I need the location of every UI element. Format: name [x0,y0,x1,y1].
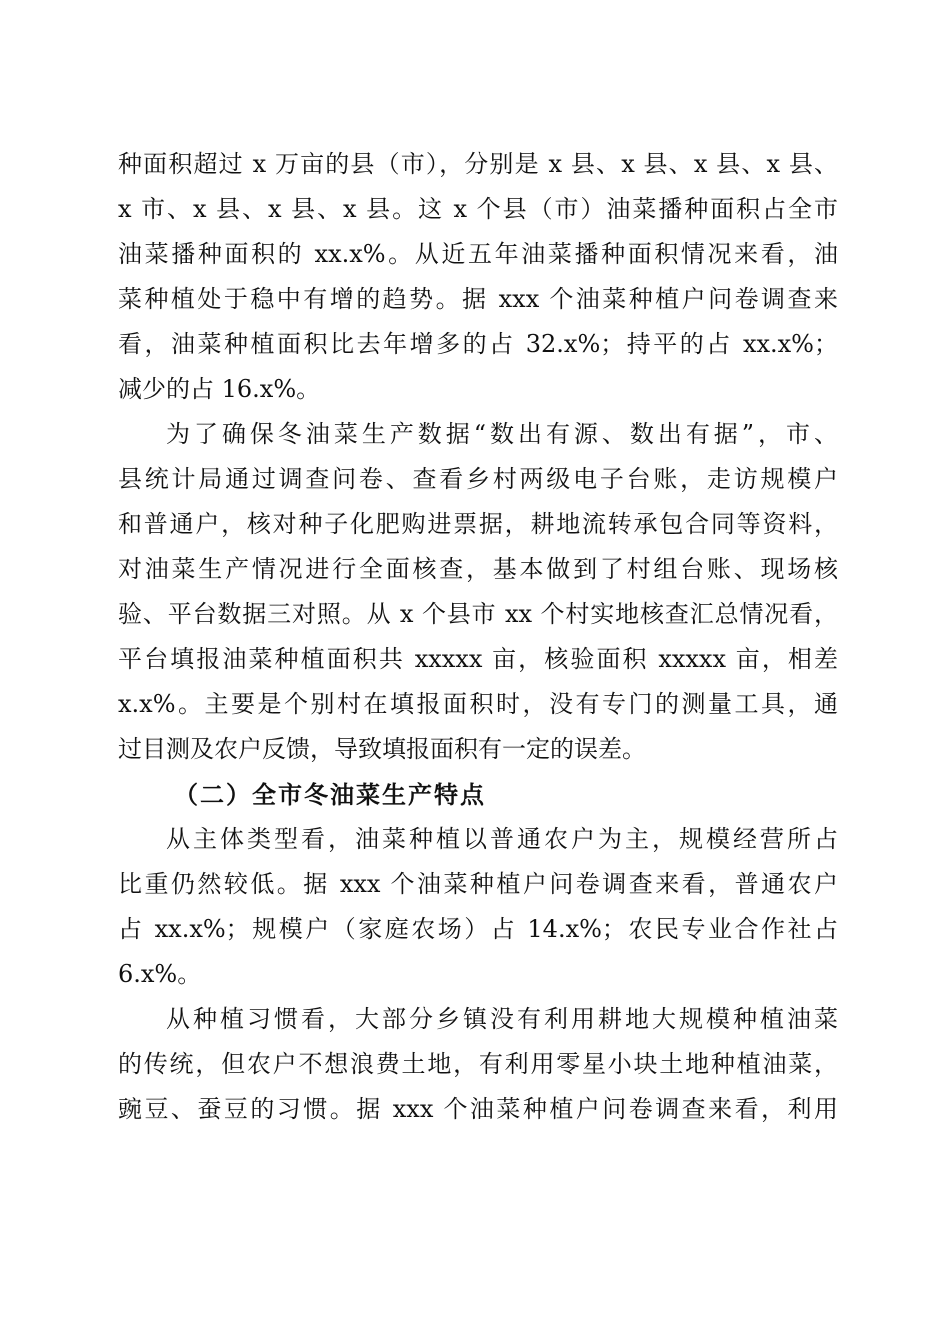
text-line: 从种植习惯看，大部分乡镇没有利用耕地大规模种植油菜 [166,1005,838,1033]
text-line: 比重仍然较低。据 xxx 个油菜种植户问卷调查来看，普通农户 [118,870,838,898]
text-line: 减少的占 16.x%。 [118,375,321,403]
text-line: 豌豆、蚕豆的习惯。据 xxx 个油菜种植户问卷调查来看，利用 [118,1095,838,1123]
paragraph-3 [118,817,838,997]
text-line: 过目测及农户反馈，导致填报面积有一定的误差。 [118,735,646,763]
text-line: 的传统，但农户不想浪费土地，有利用零星小块土地种植油菜， [118,1050,838,1078]
text-line: x 市、x 县、x 县、x 县。这 x 个县（市）油菜播种面积占全市 [118,195,838,223]
paragraph-4 [118,997,838,1132]
text-line: 从主体类型看，油菜种植以普通农户为主，规模经营所占 [166,825,838,853]
document-page [118,142,838,1132]
text-line: 和普通户，核对种子化肥购进票据，耕地流转承包合同等资料， [118,510,838,538]
text-line: x.x%。主要是个别村在填报面积时，没有专门的测量工具，通 [118,690,838,718]
text-line: 油菜播种面积的 xx.x%。从近五年油菜播种面积情况来看，油 [118,240,838,268]
text-line: 占 xx.x%；规模户（家庭农场）占 14.x%；农民专业合作社占 [118,915,838,943]
paragraph-2 [118,412,838,772]
text-line: 对油菜生产情况进行全面核查，基本做到了村组台账、现场核 [118,555,838,583]
text-line: 县统计局通过调查问卷、查看乡村两级电子台账，走访规模户 [118,465,838,493]
text-line: 种面积超过 x 万亩的县（市），分别是 x 县、x 县、x 县、x 县、 [118,150,838,178]
text-line: 菜种植处于稳中有增的趋势。据 xxx 个油菜种植户问卷调查来 [118,285,838,313]
text-line: 平台填报油菜种植面积共 xxxxx 亩，核验面积 xxxxx 亩，相差 [118,645,838,673]
text-line: 6.x%。 [118,960,202,988]
paragraph-1 [118,142,838,412]
text-line: 验、平台数据三对照。从 x 个县市 xx 个村实地核查汇总情况看， [118,600,838,628]
section-heading: （二）全市冬油菜生产特点 [174,780,486,809]
text-line: 看，油菜种植面积比去年增多的占 32.x%；持平的占 xx.x%； [118,330,838,358]
text-line: 为了确保冬油菜生产数据“数出有源、数出有据”，市、 [166,420,838,448]
